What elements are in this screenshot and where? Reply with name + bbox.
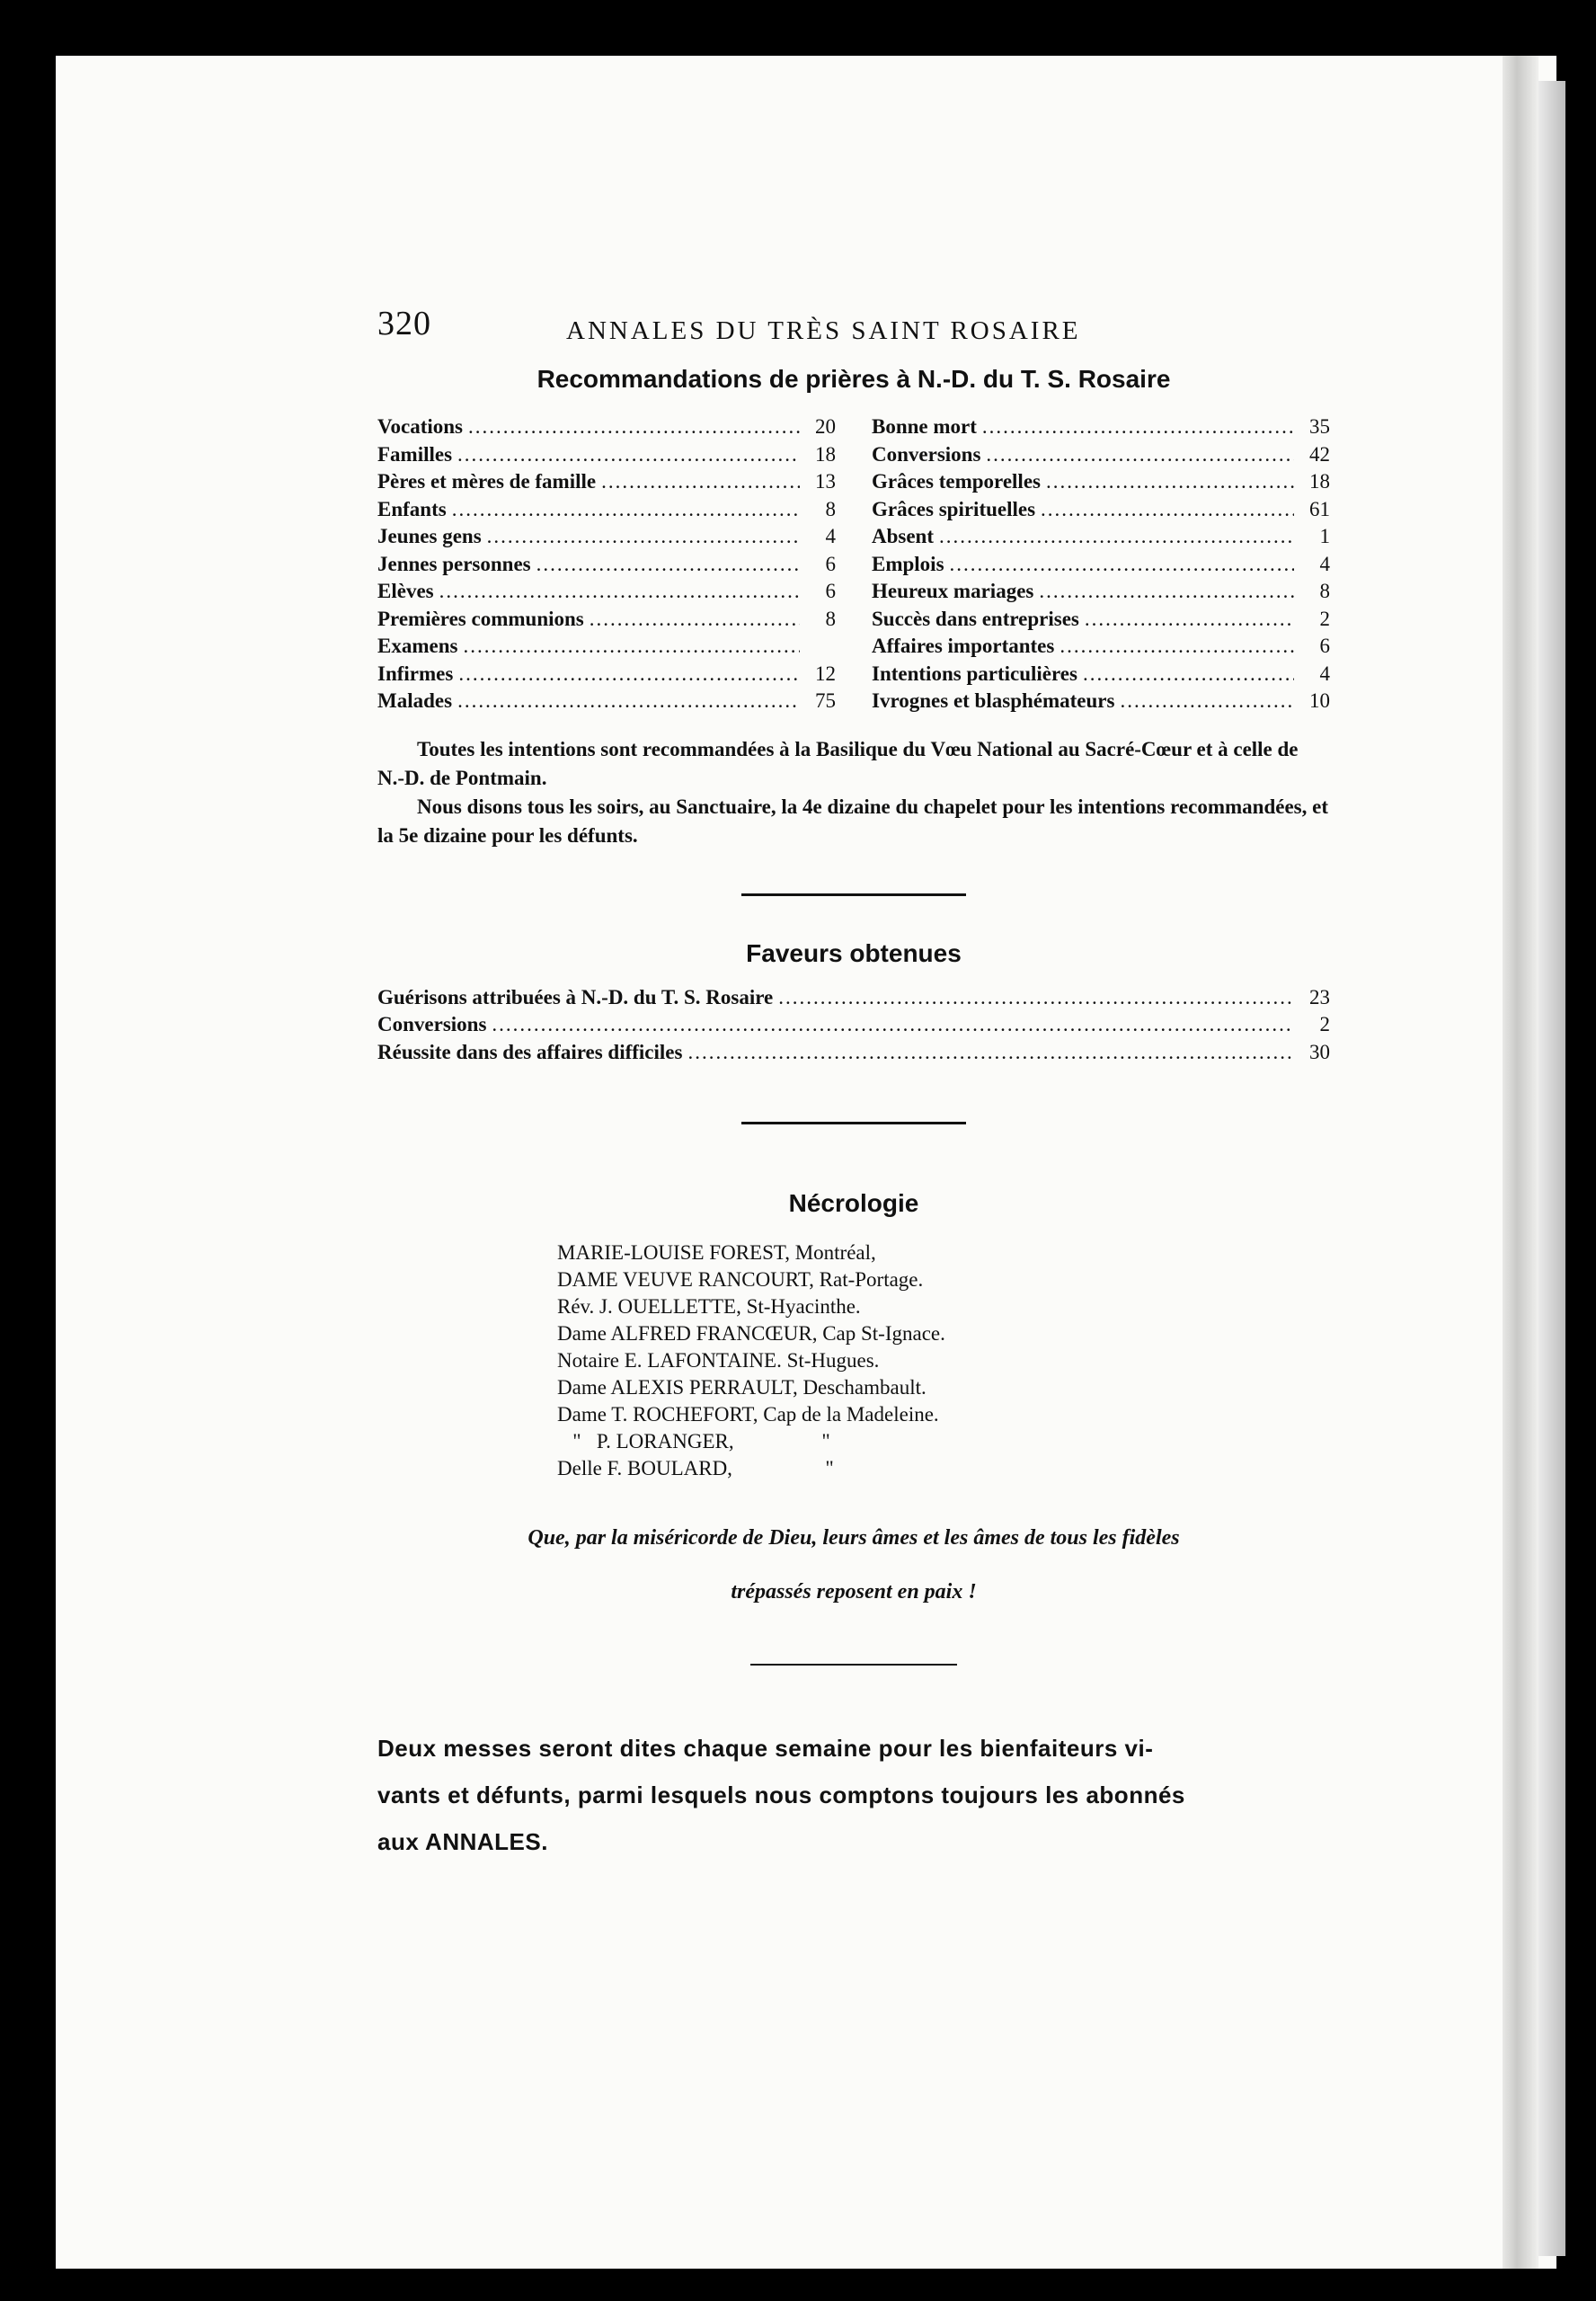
journal-title: ANNALES DU TRÈS SAINT ROSAIRE	[566, 316, 1081, 345]
dot-leader	[468, 413, 800, 441]
item-label: Jennes personnes	[377, 552, 531, 575]
list-item	[377, 606, 836, 634]
dot-leader	[1046, 468, 1294, 496]
dot-leader	[1083, 661, 1294, 689]
dizaine-paragraph: Nous disons tous les soirs, au Sanctuaire, la 4e dizaine du chapelet pour les intentions recommandées, et la 5e dizaine pour les défunts.	[377, 795, 1328, 847]
closing-line: aux ANNALES.	[377, 1828, 548, 1855]
item-label: Examens	[377, 635, 458, 657]
list-item	[377, 523, 836, 551]
necrology-entry: DAME VEUVE RANCOURT, Rat-Portage.	[557, 1268, 924, 1291]
list-item	[377, 984, 1330, 1012]
necrologie-title: Nécrologie	[788, 1189, 919, 1217]
item-count: 4	[825, 525, 836, 547]
recommandations-list	[377, 413, 1330, 715]
item-label: Absent	[872, 525, 935, 547]
list-item	[377, 578, 836, 606]
item-count: 30	[1309, 1040, 1330, 1063]
necrology-entry: Delle F. BOULARD, "	[557, 1457, 834, 1479]
dot-leader	[457, 441, 800, 469]
dot-leader	[778, 984, 1294, 1012]
list-item	[872, 578, 1330, 606]
item-label: Affaires importantes	[872, 635, 1055, 657]
item-count: 61	[1309, 497, 1330, 520]
dot-leader	[458, 661, 800, 689]
item-count: 35	[1309, 415, 1330, 438]
item-label: Pères et mères de famille	[377, 470, 597, 493]
item-label: Grâces temporelles	[872, 470, 1041, 493]
item-count: 8	[825, 497, 836, 520]
item-count: 18	[815, 442, 836, 466]
dot-leader	[1039, 578, 1294, 606]
list-item	[377, 688, 836, 715]
item-count: 8	[1319, 580, 1330, 602]
running-head	[377, 304, 1330, 358]
intentions-paragraph: Toutes les intentions sont recommandées à la Basilique du Vœu National au Sacré-Cœur et à celle de N.-D. de Pontmain.	[377, 737, 1299, 789]
list-item	[377, 413, 836, 441]
item-label: Enfants	[377, 497, 447, 520]
item-count: 18	[1309, 470, 1330, 493]
necrology-entry: Dame ALFRED FRANCŒUR, Cap St-Ignace.	[557, 1322, 945, 1345]
page-number: 320	[377, 305, 431, 342]
recommandations-right-column	[872, 413, 1330, 715]
item-count: 1	[1319, 525, 1330, 547]
dot-leader	[590, 606, 800, 634]
dot-leader	[463, 633, 800, 661]
item-count: 20	[815, 415, 836, 438]
item-label: Réussite dans des affaires difficiles	[377, 1040, 683, 1063]
item-label: Emplois	[872, 552, 944, 575]
recommandations-notes	[377, 735, 1330, 850]
dot-leader	[687, 1039, 1294, 1067]
item-label: Elèves	[377, 580, 434, 602]
item-count: 4	[1319, 662, 1330, 685]
item-count: 13	[815, 470, 836, 493]
item-label: Infirmes	[377, 662, 454, 685]
item-label: Jeunes gens	[377, 525, 482, 547]
item-label: Premières communions	[377, 607, 584, 630]
list-item	[377, 468, 836, 496]
list-item	[872, 413, 1330, 441]
dot-leader	[950, 551, 1294, 579]
necrology-entry: MARIE-LOUISE FOREST, Montréal,	[557, 1241, 876, 1264]
list-item	[377, 1011, 1330, 1039]
necrology-entry: Dame T. ROCHEFORT, Cap de la Madeleine.	[557, 1403, 939, 1426]
closing-line: vants et défunts, parmi lesquels nous comptons toujours les abonnés	[377, 1781, 1185, 1808]
item-count: 42	[1309, 442, 1330, 466]
page-gutter	[1503, 56, 1538, 2269]
dot-leader	[1085, 606, 1294, 634]
list-item	[872, 523, 1330, 551]
dot-leader	[982, 413, 1294, 441]
dot-leader	[1060, 633, 1294, 661]
list-item	[377, 496, 836, 524]
item-label: Succès dans entreprises	[872, 607, 1079, 630]
item-label: Grâces spirituelles	[872, 497, 1036, 520]
necrology-entry: " P. LORANGER, "	[557, 1430, 830, 1453]
item-count: 6	[1319, 635, 1330, 657]
item-count: 23	[1309, 985, 1330, 1008]
dot-leader	[939, 523, 1294, 551]
dot-leader	[601, 468, 800, 496]
item-count: 75	[815, 689, 836, 712]
item-label: Conversions	[377, 1013, 487, 1035]
dot-leader	[457, 688, 800, 715]
necrology-entry: Dame ALEXIS PERRAULT, Deschambault.	[557, 1376, 927, 1399]
list-item	[872, 441, 1330, 469]
dot-leader	[439, 578, 800, 606]
list-item	[377, 441, 836, 469]
faveurs-list	[377, 984, 1330, 1067]
page-edge	[1538, 81, 1565, 2256]
closing-line: Deux messes seront dites chaque semaine pour les bienfaiteurs vi-	[377, 1735, 1154, 1762]
recommandations-left-column	[377, 413, 836, 715]
item-label: Conversions	[872, 442, 981, 466]
list-item	[872, 468, 1330, 496]
item-label: Familles	[377, 442, 453, 466]
item-count: 2	[1319, 1013, 1330, 1035]
list-item	[872, 606, 1330, 634]
list-item	[872, 496, 1330, 524]
dot-leader	[492, 1011, 1294, 1039]
list-item	[377, 633, 836, 661]
prayer-line: trépassés reposent en paix !	[731, 1580, 977, 1604]
necrology-entry: Rév. J. OUELLETTE, St-Hyacinthe.	[557, 1295, 861, 1318]
item-count: 10	[1309, 689, 1330, 712]
prayer-line: Que, par la miséricorde de Dieu, leurs âmes et les âmes de tous les fidèles	[528, 1526, 1180, 1550]
dot-leader	[452, 496, 800, 524]
section-divider	[741, 893, 966, 896]
section-divider	[741, 1122, 966, 1124]
item-label: Vocations	[377, 415, 463, 438]
item-label: Intentions particulières	[872, 662, 1077, 685]
item-count: 12	[815, 662, 836, 685]
faveurs-title: Faveurs obtenues	[746, 938, 962, 967]
item-label: Heureux mariages	[872, 580, 1034, 602]
item-count: 8	[825, 607, 836, 630]
item-count: 2	[1319, 607, 1330, 630]
section-divider	[750, 1664, 957, 1666]
item-label: Ivrognes et blasphémateurs	[872, 689, 1115, 712]
item-count: 4	[1319, 552, 1330, 575]
list-item	[377, 661, 836, 689]
item-label: Bonne mort	[872, 415, 977, 438]
dot-leader	[487, 523, 800, 551]
dot-leader	[536, 551, 800, 579]
dot-leader	[986, 441, 1294, 469]
necrology-entry: Notaire E. LAFONTAINE. St-Hugues.	[557, 1349, 880, 1372]
closing-note	[377, 1725, 1330, 1865]
recommandations-title: Recommandations de prières à N.-D. du T. S. Rosaire	[536, 365, 1171, 393]
necrologie-names	[557, 1239, 1330, 1482]
list-item	[872, 661, 1330, 689]
list-item	[872, 551, 1330, 579]
list-item	[377, 551, 836, 579]
list-item	[872, 688, 1330, 715]
page-content	[377, 304, 1330, 1865]
item-label: Malades	[377, 689, 453, 712]
item-count: 6	[825, 552, 836, 575]
item-count: 6	[825, 580, 836, 602]
dot-leader	[1120, 688, 1294, 715]
list-item	[377, 1039, 1330, 1067]
item-label: Guérisons attribuées à N.-D. du T. S. Rosaire	[377, 985, 774, 1008]
prayer-note	[377, 1511, 1330, 1619]
list-item	[872, 633, 1330, 661]
dot-leader	[1041, 496, 1294, 524]
